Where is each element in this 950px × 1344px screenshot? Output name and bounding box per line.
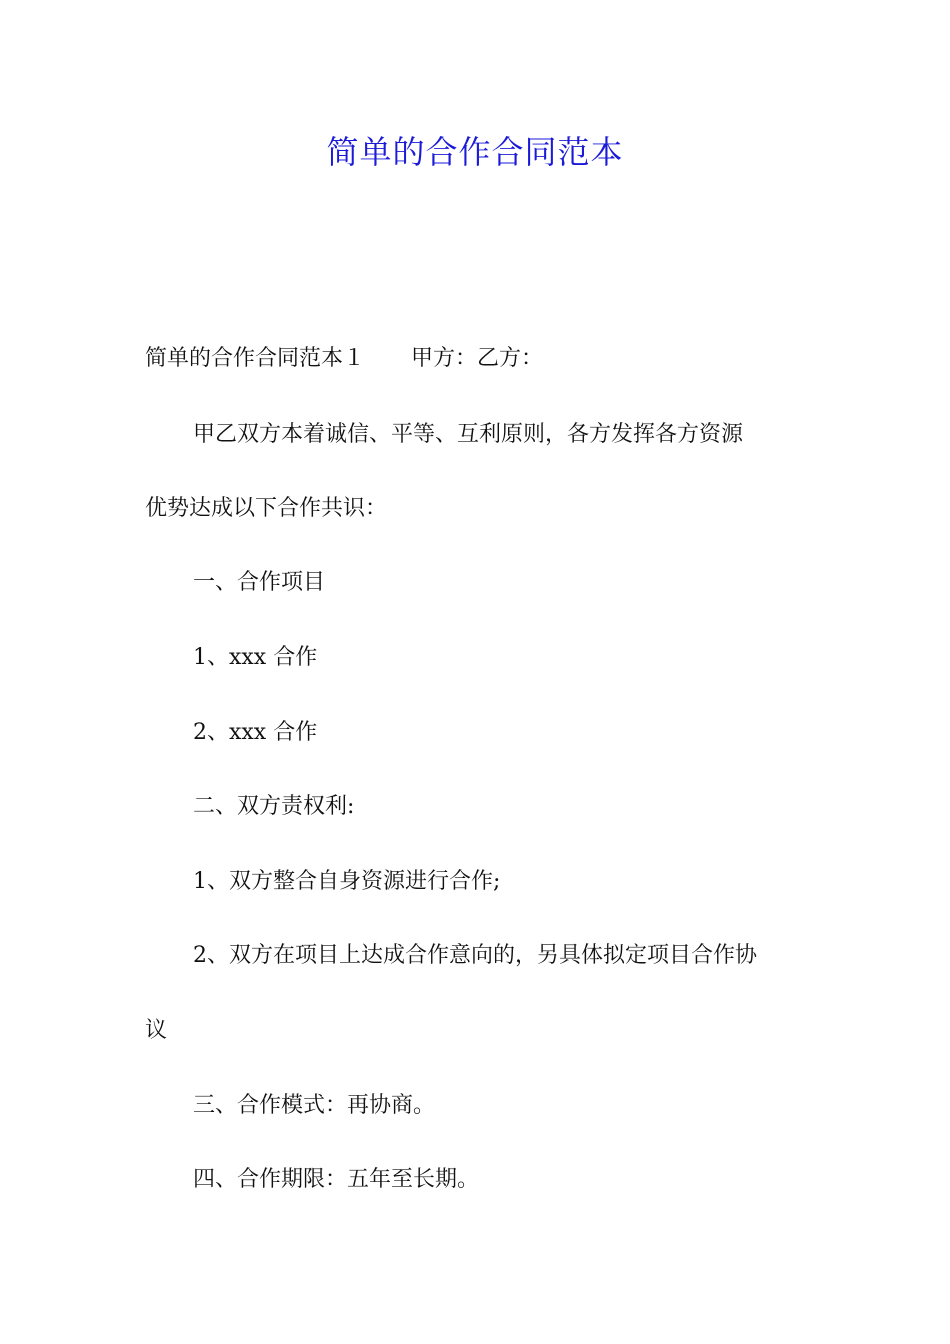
section-2-item-1: 1、双方整合自身资源进行合作;: [193, 869, 501, 894]
heading-line: [145, 344, 815, 374]
section-2-heading: 二、双方责权利:: [193, 794, 355, 819]
section-1-heading: 一、合作项目: [193, 570, 326, 595]
intro-line-2: 优势达成以下合作共识：: [145, 496, 388, 521]
section-2-item-2-line-2: 议: [145, 1018, 168, 1043]
intro-line-1: 甲乙双方本着诚信、平等、互利原则，各方发挥各方资源: [193, 422, 744, 447]
parties-label: 甲方：乙方：: [411, 346, 544, 371]
section-heading: 简单的合作合同范本１: [145, 346, 366, 371]
section-3-text: 三、合作模式：再协商。: [193, 1093, 436, 1118]
section-1-item-2: 2、xxx 合作: [193, 720, 318, 745]
section-4-text: 四、合作期限：五年至长期。: [193, 1167, 480, 1192]
section-1-item-1: 1、xxx 合作: [193, 645, 318, 670]
document-title: 简单的合作合同范本: [326, 133, 624, 171]
section-2-item-2-line-1: 2、双方在项目上达成合作意向的，另具体拟定项目合作协: [193, 943, 757, 968]
